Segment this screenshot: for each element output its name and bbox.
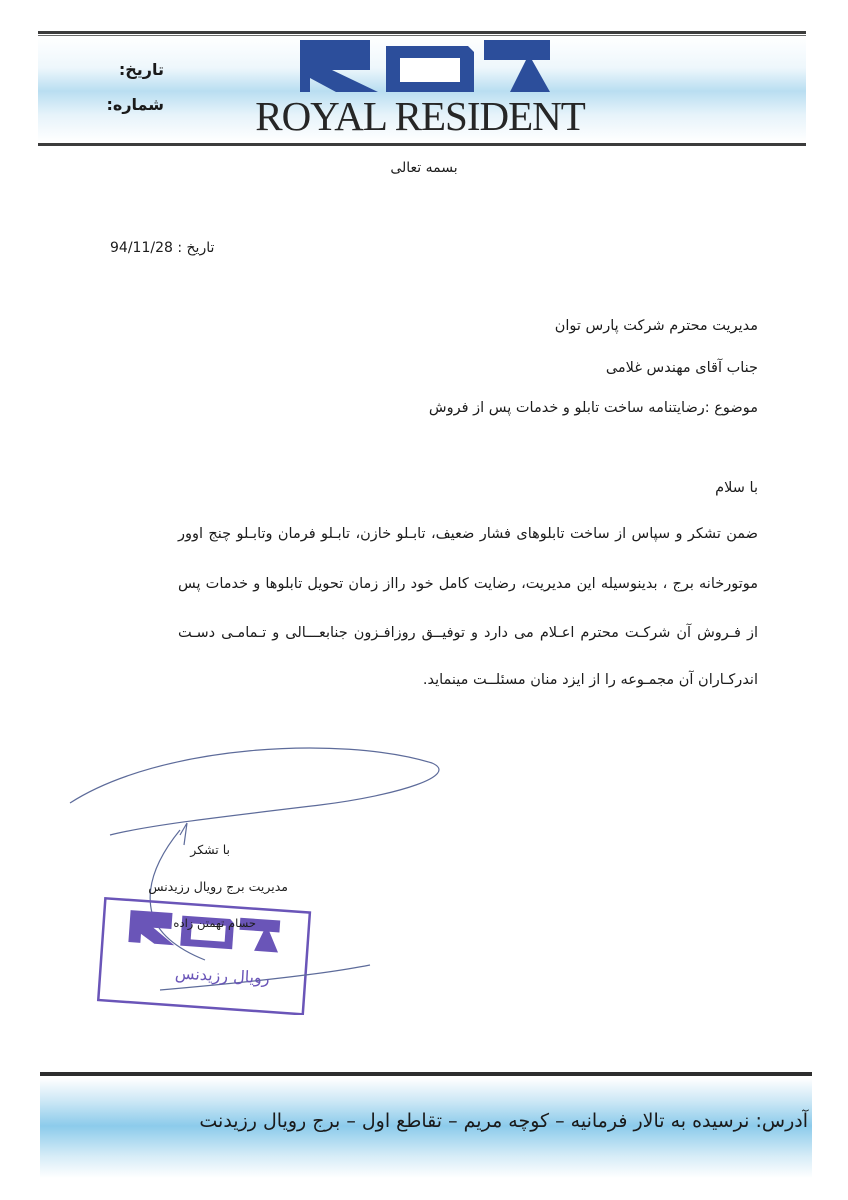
subject-line: موضوع :رضایتنامه ساخت تابلو و خدمات پس از فروش xyxy=(428,400,758,416)
signature-closing: با تشکر xyxy=(190,842,230,857)
recipient-line-1: مدیریت محترم شرکت پارس توان xyxy=(554,318,758,334)
body-line-3: از فـروش آن شرکـت محترم اعـلام می دارد و توفیــق روزافـزون جنابعـــالی و تـمامـی دسـت xyxy=(178,625,758,641)
basmala: بسمه تعالی xyxy=(390,160,458,176)
brand-name: ROYAL RESIDENT xyxy=(255,93,585,139)
rdt-logo-icon xyxy=(300,40,550,92)
letter-date: تاریخ : 94/11/28 xyxy=(110,240,215,256)
footer-address: آدرس: نرسیده به تالار فرمانیه – کوچه مریم – تقاطع اول – برج رویال رزیدنت xyxy=(199,1110,808,1132)
greeting: با سلام xyxy=(715,480,758,496)
signature-name: حسام تهمتن زاده xyxy=(173,916,256,930)
signature-title: مدیریت برج رویال رزیدنس xyxy=(148,879,288,894)
recipient-line-2: جناب آقای مهندس غلامی xyxy=(605,360,758,376)
stamp-text: رویال رزیدنس xyxy=(174,963,271,988)
header-date-label: تاریخ: xyxy=(118,60,164,79)
body-line-1: ضمن تشکر و سپاس از ساخت تابلوهای فشار ضعیف، تابـلو خازن، تابـلو فرمان وتابـلو چنج اوور xyxy=(178,526,758,542)
body-line-2: موتورخانه برج ، بدینوسیله این مدیریت، رضایت کامل خود رااز زمان تحویل تابلوها و خدمات پس xyxy=(178,576,758,592)
header-top-rule xyxy=(38,31,806,34)
header-bottom-rule xyxy=(38,143,806,146)
body-line-4: اندرکـاران آن مجمـوعه را از ایزد منان مسئلــت مینماید. xyxy=(422,672,758,688)
footer-rule xyxy=(40,1072,812,1076)
header-top-thin-rule xyxy=(38,35,806,36)
header-number-label: شماره: xyxy=(106,95,164,114)
